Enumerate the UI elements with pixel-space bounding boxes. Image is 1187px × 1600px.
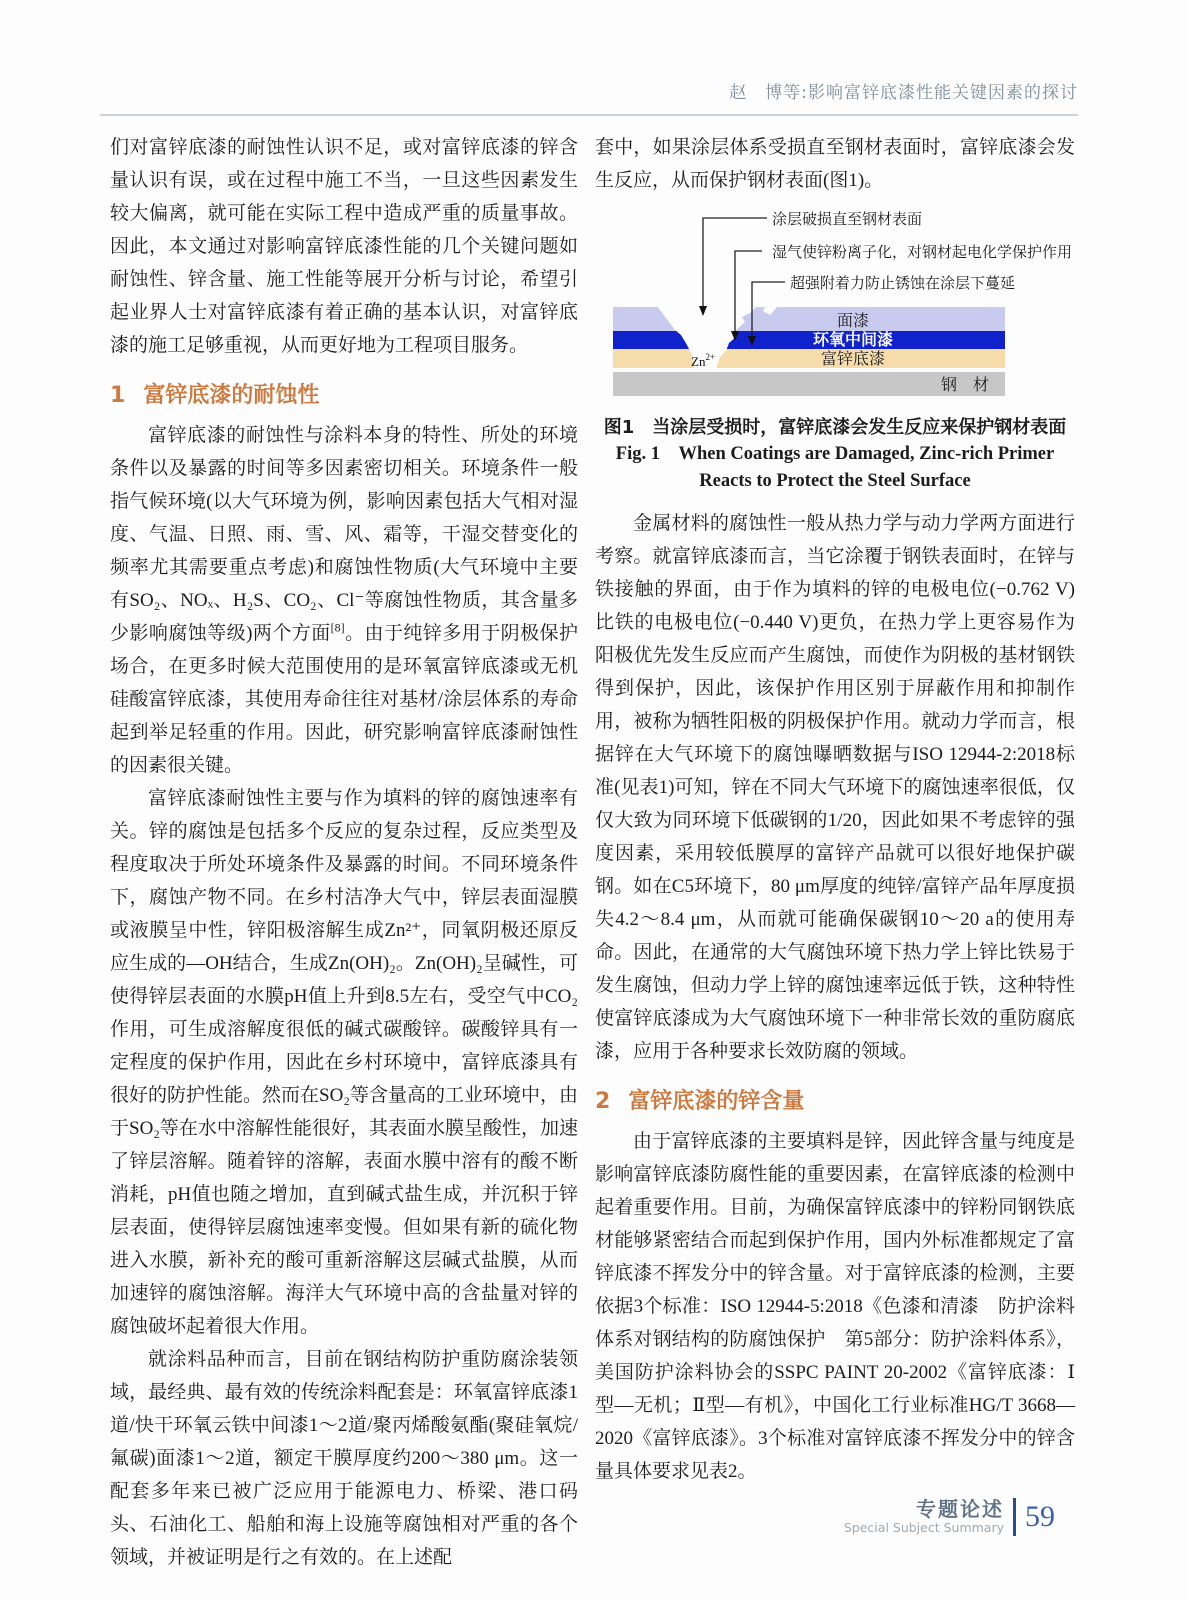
paragraph-coating-system: 就涂料品种而言，目前在钢结构防护重防腐涂装领域，最经典、最有效的传统涂料配套是：环氧富锌底漆1道/快干环氧云铁中间漆1～2道/聚丙烯酸氨酯(聚硅氧烷/氟碳)面漆1～2道，额定干膜厚度约200～380 μm。这一配套多年来已被广泛应用于能源电力、桥梁、港口码头、石油化工、船舶和海上设施等腐蚀相对严重的各个领域，并被证明是行之有效的。在上述配: [110, 1349, 578, 1568]
section-1-heading: [110, 378, 578, 409]
figure-1-caption-en: Fig. 1 When Coatings are Damaged, Zinc-rich Primer Reacts to Protect the Steel Surface: [615, 444, 1055, 491]
running-header: [100, 78, 1078, 116]
page-number: 59: [1025, 1500, 1055, 1533]
figure-1-caption-zh: 图1 当涂层受损时，富锌底漆会发生反应来保护钢材表面: [603, 417, 1067, 438]
footer-column-labels: [844, 1498, 1004, 1536]
callout-adhesion-label: 超强附着力防止锈蚀在涂层下蔓延: [790, 274, 1016, 292]
steel-label: 钢 材: [940, 375, 990, 394]
two-column-layout: [110, 131, 1075, 1574]
primer-label: 富锌底漆: [820, 349, 886, 368]
paragraph-zinc-corrosion: 富锌底漆耐蚀性主要与作为填料的锌的腐蚀速率有关。锌的腐蚀是包括多个反应的复杂过程，反应类型及程度取决于所处环境条件及暴露的时间。不同环境条件下，腐蚀产物不同。在乡村洁净大气中，锌层表面湿膜或液膜呈中性，锌阳极溶解生成Zn²⁺，同氧阴极还原反应生成的—OH结合，生成Zn(OH)₂。Zn(OH)₂呈碱性，可使得锌层表面的水膜pH值上升到8.5左右，受空气中CO₂作用，可生成溶解度很低的碱式碳酸锌。碳酸锌具有一定程度的保护作用，因此在乡村环境中，富锌底漆具有很好的防护性能。然而在SO₂等含量高的工业环境中，由于SO₂等在水中溶解性能很好，其表面水膜呈酸性，加速了锌层溶解。随着锌的溶解，表面水膜中溶有的酸不断消耗，pH值也随之增加，直到碱式盐生成，并沉积于锌层表面，使得锌层腐蚀速率变慢。但如果有新的硫化物进入水膜，新补充的酸可重新溶解这层碱式盐膜，从而加速锌的腐蚀溶解。海洋大气环境中高的含盐量对锌的腐蚀破坏起着很大作用。: [110, 788, 578, 1337]
paragraph-zinc-content: 由于富锌底漆的主要填料是锌，因此锌含量与纯度是影响富锌底漆防腐性能的重要因素，在富锌底漆的检测中起着重要作用。目前，为确保富锌底漆中的锌粉同钢铁底材能够紧密结合而起到保护作用，国内外标准都规定了富锌底漆不挥发分中的锌含量。对于富锌底漆的检测，主要依据3个标准：ISO 12944-5:2018《色漆和清漆 防护涂料体系对钢结构的防腐蚀保护 第5部分：防护涂料体系》，美国防护涂料协会的SSPC PAINT 20-2002《富锌底漆：Ⅰ型—无机；Ⅱ型—有机》，中国化工行业标准HG/T 3668—2020《富锌底漆》。3个标准对富锌底漆不挥发分中的锌含量具体要求见表2。: [595, 1131, 1075, 1482]
footer-divider-bar: [1013, 1498, 1016, 1536]
paragraph-environment-text-after-ref: 。由于纯锌多用于阴极保护场合，在更多时候大范围使用的是环氧富锌底漆或无机硅酸富锌底漆，其使用寿命往往对基材/涂层体系的寿命起到举足轻重的作用。因此，研究影响富锌底漆耐蚀性的因素很关键。: [110, 623, 578, 776]
zinc-ion-symbol: Zn: [691, 354, 706, 369]
zinc-rich-primer-layer: [613, 349, 1005, 368]
paragraph-continuation: 套中，如果涂层体系受损直至钢材表面时，富锌底漆会发生反应，从而保护钢材表面(图1)。: [595, 137, 1075, 191]
section-2-heading: [595, 1084, 1075, 1115]
coating-layers-diagram: [595, 205, 1075, 410]
section-1-title: 富锌底漆的耐蚀性: [143, 383, 320, 408]
footer-column-name-en: Special Subject Summary: [843, 1520, 1004, 1535]
epoxy-intermediate-layer: [613, 331, 1005, 349]
section-2-number: 2: [595, 1089, 611, 1114]
callout-ionization-label: 湿气使锌粉离子化，对钢材起电化学保护作用: [772, 243, 1073, 261]
section-2-title: 富锌底漆的锌含量: [628, 1089, 805, 1114]
callout-damage-label: 涂层破损直至钢材表面: [772, 210, 923, 228]
left-column: [110, 131, 578, 1574]
topcoat-label: 面漆: [836, 311, 870, 330]
page-footer: [844, 1498, 1055, 1536]
zinc-ion-charge: 2+: [705, 352, 716, 362]
figure-1-diagram: [595, 205, 1075, 410]
running-title: 赵 博等:影响富锌底漆性能关键因素的探讨: [729, 83, 1078, 103]
paragraph-environment: [110, 419, 578, 782]
paragraph-corrosion-mechanism: 金属材料的腐蚀性一般从热力学与动力学两方面进行考察。就富锌底漆而言，当它涂覆于钢铁表面时，在锌与铁接触的界面，由于作为填料的锌的电极电位(−0.762 V)比铁的电极电位(−0.440 V)更负，在热力学上更容易作为阳极优先发生反应而产生腐蚀，而使作为阴极的基材钢铁得到保护，因此，该保护作用区别于屏蔽作用和抑制作用，被称为牺牲阳极的阴极保护作用。就动力学而言，根据锌在大气环境下的腐蚀曝晒数据与ISO 12944-2:2018标准(见表1)可知，锌在不同大气环境下的腐蚀速率很低，仅仅大致为同环境下低碳钢的1/20，因此如果不考虑锌的强度因素，采用较低膜厚的富锌产品就可以很好地保护碳钢。如在C5环境下，80 μm厚度的纯锌/富锌产品年厚度损失4.2～8.4 μm，从而就可能确保碳钢10～20 a的使用寿命。因此，在通常的大气腐蚀环境下热力学上锌比铁易于发生腐蚀，但动力学上锌的腐蚀速率远低于铁，这种特性使富锌底漆成为大气腐蚀环境下一种非常长效的重防腐底漆，应用于各种要求长效防腐的领域。: [595, 513, 1075, 1062]
citation-ref-8: [8]: [330, 620, 345, 635]
footer-column-name-zh: 专题论述: [916, 1497, 1004, 1521]
right-column: [595, 131, 1075, 1574]
paragraph-intro-continuation: 们对富锌底漆的耐蚀性认识不足，或对富锌底漆的锌含量认识有误，或在过程中施工不当，一旦这些因素发生较大偏离，就可能在实际工程中造成严重的质量事故。因此，本文通过对影响富锌底漆性能的几个关键问题如耐蚀性、锌含量、施工性能等展开分析与讨论，希望引起业界人士对富锌底漆有着正确的基本认识，对富锌底漆的施工足够重视，从而更好地为工程项目服务。: [110, 137, 578, 356]
paragraph-environment-text: 富锌底漆的耐蚀性与涂料本身的特性、所处的环境条件以及暴露的时间等多因素密切相关。环境条件一般指气候环境(以大气环境为例，影响因素包括大气相对湿度、气温、日照、雨、雪、风、霜等，干湿交替变化的频率尤其需要重点考虑)和腐蚀性物质(大气环境中主要有SO₂、NOₓ、H₂S、CO₂、Cl⁻等腐蚀性物质，其含量多少影响腐蚀等级)两个方面: [110, 425, 578, 644]
section-1-number: 1: [110, 383, 126, 408]
epoxy-label: 环氧中间漆: [812, 330, 894, 349]
